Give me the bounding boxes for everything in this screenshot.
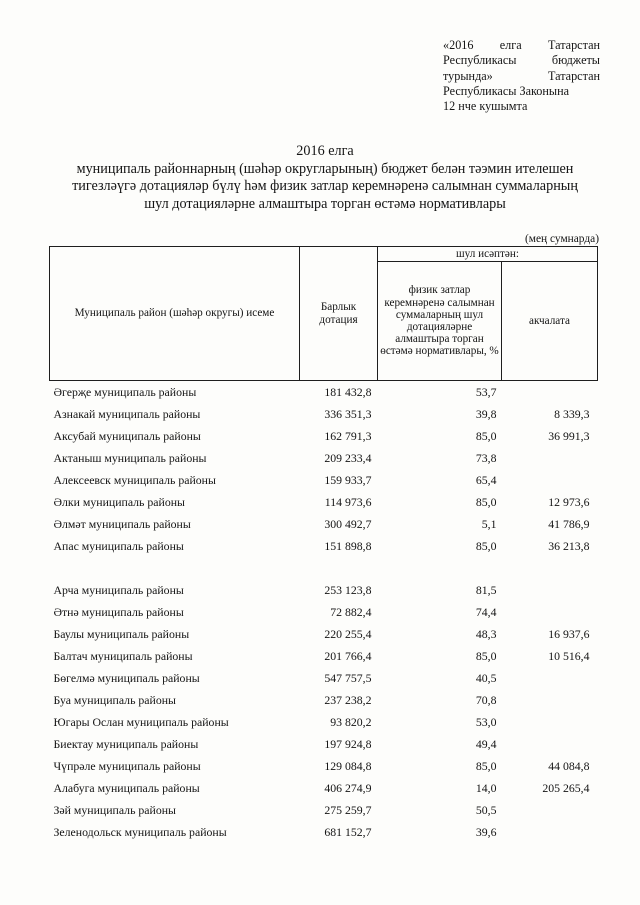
- norm-percent: 14,0: [475, 780, 497, 795]
- header-word: бюджеты: [551, 53, 600, 68]
- cash-amount: [502, 579, 598, 601]
- norm-percent: 85,0: [475, 538, 497, 553]
- cash-amount: [502, 469, 598, 491]
- municipality-name: Бөгелмә муниципаль районы: [53, 670, 200, 685]
- appendix-header: [443, 38, 600, 114]
- municipality-name: Югары Ослан муниципаль районы: [53, 714, 229, 729]
- header-word: турында»: [443, 68, 493, 83]
- total-dotation: 237 238,2: [324, 692, 372, 707]
- total-dotation: 406 274,9: [324, 780, 372, 795]
- municipality-name: Арча муниципаль районы: [53, 582, 184, 597]
- table-row: [50, 645, 598, 667]
- municipality-name: Әгерҗе муниципаль районы: [53, 384, 197, 399]
- total-dotation: 197 924,8: [324, 736, 372, 751]
- table-row: [50, 777, 598, 799]
- table-row: [50, 447, 598, 469]
- table-row: [50, 689, 598, 711]
- column-header-amount: акчалата: [502, 262, 598, 381]
- total-dotation: 253 123,8: [324, 582, 372, 597]
- cash-amount: 205 265,4: [542, 780, 590, 795]
- cash-amount: [502, 667, 598, 689]
- total-dotation: 114 973,6: [324, 494, 372, 509]
- header-word: елга: [499, 38, 522, 52]
- norm-percent: 53,7: [475, 384, 497, 399]
- dotation-table: [49, 246, 598, 843]
- municipality-name: Зеленодольск муниципаль районы: [53, 824, 227, 839]
- table-row: [50, 821, 598, 843]
- table-body: [50, 381, 598, 844]
- cash-amount: 44 084,8: [548, 758, 590, 773]
- norm-percent: 85,0: [475, 494, 497, 509]
- table-row: [50, 381, 598, 404]
- table-row: [50, 579, 598, 601]
- column-header-name: Муниципаль район (шәһәр округы) исеме: [50, 247, 300, 381]
- title-year: 2016 елга: [296, 143, 354, 159]
- header-word: Татарстан: [547, 68, 600, 83]
- cash-amount: 36 213,8: [548, 538, 590, 553]
- cash-amount: [502, 689, 598, 711]
- cash-amount: 36 991,3: [548, 428, 590, 443]
- cash-amount: 10 516,4: [548, 648, 590, 663]
- cash-amount: 16 937,6: [548, 626, 590, 641]
- norm-percent: 40,5: [475, 670, 497, 685]
- total-dotation: 162 791,3: [324, 428, 372, 443]
- norm-percent: 49,4: [475, 736, 497, 751]
- cash-amount: [502, 601, 598, 623]
- norm-percent: 48,3: [475, 626, 497, 641]
- total-dotation: 201 766,4: [324, 648, 372, 663]
- total-dotation: 159 933,7: [324, 472, 372, 487]
- total-dotation: 336 351,3: [324, 406, 372, 421]
- header-line-5: 12 нче кушымта: [443, 99, 528, 114]
- table-row: [50, 711, 598, 733]
- header-word: Татарстан: [547, 38, 600, 52]
- municipality-name: Алабуга муниципаль районы: [53, 780, 200, 795]
- table-row: [50, 799, 598, 821]
- norm-percent: 85,0: [475, 648, 497, 663]
- cash-amount: [502, 799, 598, 821]
- table-row: [50, 601, 598, 623]
- table-row: [50, 403, 598, 425]
- unit-note: (мең сумнарда): [525, 233, 599, 245]
- header-line-3: [443, 69, 600, 84]
- municipality-name: Апас муниципаль районы: [53, 538, 184, 553]
- total-dotation: 300 492,7: [324, 516, 372, 531]
- total-dotation: 129 084,8: [324, 758, 372, 773]
- municipality-name: Алексеевск муниципаль районы: [53, 472, 216, 487]
- cash-amount: [502, 447, 598, 469]
- municipality-name: Әтнә муниципаль районы: [53, 604, 184, 619]
- row-spacer: [50, 557, 598, 579]
- total-dotation: 547 757,5: [324, 670, 372, 685]
- municipality-name: Чүпрәле муниципаль районы: [53, 758, 201, 773]
- table-row: [50, 469, 598, 491]
- total-dotation: 681 152,7: [324, 824, 372, 839]
- norm-percent: 39,6: [475, 824, 497, 839]
- total-dotation: 72 882,4: [330, 604, 372, 619]
- header-line-2: [443, 53, 600, 68]
- total-dotation: 209 233,4: [324, 450, 372, 465]
- norm-percent: 73,8: [475, 450, 497, 465]
- title-line: тигезләүгә дотацияләр бүлү һәм физик затлар керемнәренә салымнан суммаларның: [72, 178, 578, 195]
- header-word: Республикасы: [443, 53, 517, 68]
- municipality-name: Балтач муниципаль районы: [53, 648, 193, 663]
- municipality-name: Әлки муниципаль районы: [53, 494, 185, 509]
- norm-percent: 53,0: [475, 714, 497, 729]
- table-row: [50, 755, 598, 777]
- cash-amount: [502, 711, 598, 733]
- norm-percent: 85,0: [475, 428, 497, 443]
- municipality-name: Баулы муниципаль районы: [53, 626, 190, 641]
- cash-amount: 41 786,9: [548, 516, 590, 531]
- table-row: [50, 623, 598, 645]
- cash-amount: [502, 821, 598, 843]
- column-group-header: шул исәптән:: [378, 247, 598, 262]
- table-row: [50, 535, 598, 557]
- municipality-name: Аксубай муниципаль районы: [53, 428, 201, 443]
- norm-percent: 74,4: [475, 604, 497, 619]
- header-line-1: [443, 38, 600, 53]
- norm-percent: 70,8: [475, 692, 497, 707]
- table-row: [50, 425, 598, 447]
- cash-amount: 12 973,6: [548, 494, 590, 509]
- norm-percent: 5,1: [481, 516, 497, 531]
- municipality-name: Буа муниципаль районы: [53, 692, 176, 707]
- municipality-name: Актаныш муниципаль районы: [53, 450, 207, 465]
- total-dotation: 93 820,2: [330, 714, 372, 729]
- total-dotation: 181 432,8: [324, 384, 372, 399]
- municipality-name: Әлмәт муниципаль районы: [53, 516, 191, 531]
- total-dotation: 275 259,7: [324, 802, 372, 817]
- header-line-4: Республикасы Законына: [443, 83, 570, 98]
- cash-amount: [502, 733, 598, 755]
- total-dotation: 151 898,8: [324, 538, 372, 553]
- document-title: [40, 143, 610, 213]
- norm-percent: 81,5: [475, 582, 497, 597]
- header-word: «2016: [443, 38, 474, 52]
- total-dotation: 220 255,4: [324, 626, 372, 641]
- cash-amount: 8 339,3: [554, 406, 590, 421]
- column-header-total: Барлык дотация: [300, 247, 378, 381]
- norm-percent: 85,0: [475, 758, 497, 773]
- municipality-name: Зәй муниципаль районы: [53, 802, 176, 817]
- norm-percent: 50,5: [475, 802, 497, 817]
- norm-percent: 65,4: [475, 472, 497, 487]
- table-row: [50, 491, 598, 513]
- title-line: шул дотацияләрне алмаштыра торган өстәмә нормативлары: [144, 195, 506, 212]
- municipality-name: Биектау муниципаль районы: [53, 736, 199, 751]
- table-row: [50, 667, 598, 689]
- table-row: [50, 513, 598, 535]
- title-line: муниципаль районнарның (шәһәр округларының) бюджет белән тәэмин ителешен: [76, 160, 574, 177]
- municipality-name: Азнакай муниципаль районы: [53, 406, 201, 421]
- norm-percent: 39,8: [475, 406, 497, 421]
- cash-amount: [502, 381, 598, 404]
- table-row: [50, 733, 598, 755]
- column-header-norm: физик затлар керемнәренә салымнан суммаларның шул дотацияләрне алмаштыра торган өстәмә нормативлары, %: [378, 262, 502, 381]
